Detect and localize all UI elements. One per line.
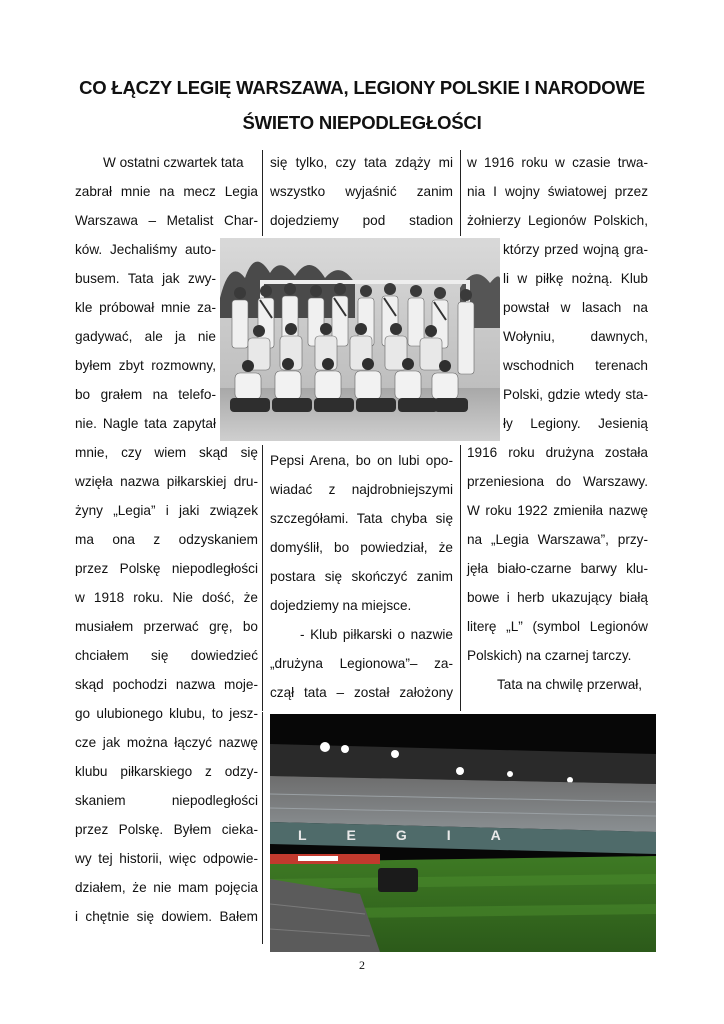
text-line: musiałem przerwać grę, bo	[75, 619, 258, 634]
text-line: Warszawa – Metalist Char-	[75, 213, 258, 228]
text-line: byłem zbyt rozmowny,	[75, 358, 216, 373]
text-line: i chętnie się dowiem. Bałem	[75, 909, 258, 924]
text-line: jęła biało-czarne barwy klu-	[467, 561, 648, 576]
text-line: Tata na chwilę przerwał,	[497, 677, 643, 692]
text-line: gadywać, ale ja nie	[75, 329, 216, 344]
text-line: mnie, czy wiem skąd się	[75, 445, 258, 460]
column-divider-1b	[262, 445, 263, 711]
text-line: domyślił, bo powiedział, że	[270, 540, 453, 555]
text-line: żołnierzy Legionów Polskich,	[467, 213, 648, 228]
team-photo-illustration	[220, 238, 500, 441]
text-line: wzięła nazwa piłkarskiej dru-	[75, 474, 258, 489]
text-line: W ostatni czwartek tata	[103, 155, 244, 170]
article-title	[60, 70, 664, 140]
text-line: li w piłkę nożną. Klub	[503, 271, 648, 286]
text-line: kle próbował mnie za-	[75, 300, 216, 315]
text-line: przez Polskę. Byłem cieka-	[75, 822, 258, 837]
text-line: wszystko wyjaśnić zanim	[270, 184, 453, 199]
text-line: działem, że nie mam pojęcia	[75, 880, 258, 895]
text-column-2-top	[270, 148, 453, 235]
text-line: się tylko, czy tata zdąży mi	[270, 155, 453, 170]
text-line: bowe i herb ukazujący białą	[467, 590, 648, 605]
text-line: powstał w lasach na	[503, 300, 648, 315]
title-line-1: CO ŁĄCZY LEGIĘ WARSZAWA, LEGIONY POLSKIE I NARODOWE	[79, 77, 645, 98]
stadium-seat-letters: LEGIA	[298, 827, 541, 843]
text-line: - Klub piłkarski o nazwie	[300, 627, 453, 642]
text-line: którzy przed wojną gra-	[503, 242, 648, 257]
text-line: wiadać z najdrobniejszymi	[270, 482, 453, 497]
text-line: chciałem się dowiedzieć	[75, 648, 258, 663]
text-line: przez Polskę niepodległości	[75, 561, 258, 576]
text-line: szczegółami. Tata chyba się	[270, 511, 453, 526]
text-line: Polski, gdzie wtedy sta-	[503, 387, 648, 402]
text-line: go ulubionego klubu, to jesz-	[75, 706, 258, 721]
text-line: Wołyniu, dawnych,	[503, 329, 648, 344]
text-line: w 1918 roku. Nie dość, że	[75, 590, 258, 605]
text-line: czął tata – został założony	[270, 685, 453, 700]
text-line: busem. Tata jak zwy-	[75, 271, 216, 286]
text-line: wschodnich terenach	[503, 358, 648, 373]
column-divider-2	[460, 150, 461, 236]
text-line: dojedziemy pod stadion	[270, 213, 453, 228]
text-line: nie. Nagle tata zapytał	[75, 416, 216, 431]
text-line: ma ona z odzyskaniem	[75, 532, 258, 547]
text-line: żyny „Legia” i jaki związek	[75, 503, 258, 518]
text-column-2-bottom	[270, 446, 453, 707]
team-photo	[220, 238, 500, 441]
text-line: W roku 1922 zmieniła nazwę	[467, 503, 648, 518]
text-line: klubu piłkarskiego z odzy-	[75, 764, 258, 779]
stadium-photo-illustration	[270, 714, 656, 952]
text-line: zabrał mnie na mecz Legia	[75, 184, 258, 199]
page-number: 2	[359, 958, 365, 972]
column-divider-1c	[262, 712, 263, 944]
title-line-2: ŚWIETO NIEPODLEGŁOŚCI	[242, 112, 482, 133]
text-line: cze jak można łączyć nazwę	[75, 735, 258, 750]
text-line: 1916 roku drużyna została	[467, 445, 648, 460]
text-line: w 1916 roku w czasie trwa-	[467, 155, 648, 170]
text-line: wy tej historii, więc odpowie-	[75, 851, 258, 866]
column-divider-2b	[460, 445, 461, 711]
text-line: nia I wojny światowej przez	[467, 184, 648, 199]
text-line: ków. Jechaliśmy auto-	[75, 242, 216, 257]
text-line: skaniem niepodległości	[75, 793, 258, 808]
stadium-photo	[270, 714, 656, 952]
text-line: na „Legia Warszawa”, przy-	[467, 532, 648, 547]
text-line: Polskich) na czarnej tarczy.	[467, 648, 632, 663]
text-line: ły Legiony. Jesienią	[503, 416, 648, 431]
text-line: „drużyna Legionowa”– za-	[270, 656, 453, 671]
text-line: dojedziemy na miejsce.	[270, 598, 412, 613]
text-line: przeniesiona do Warszawy.	[467, 474, 648, 489]
text-line: literę „L” (symbol Legionów	[467, 619, 648, 634]
text-line: postara się skończyć zanim	[270, 569, 453, 584]
column-divider-1	[262, 150, 263, 236]
text-line: bo grałem na telefo-	[75, 387, 216, 402]
text-line: Pepsi Arena, bo on lubi opo-	[270, 453, 453, 468]
text-line: skąd pochodzi nazwa moje-	[75, 677, 258, 692]
